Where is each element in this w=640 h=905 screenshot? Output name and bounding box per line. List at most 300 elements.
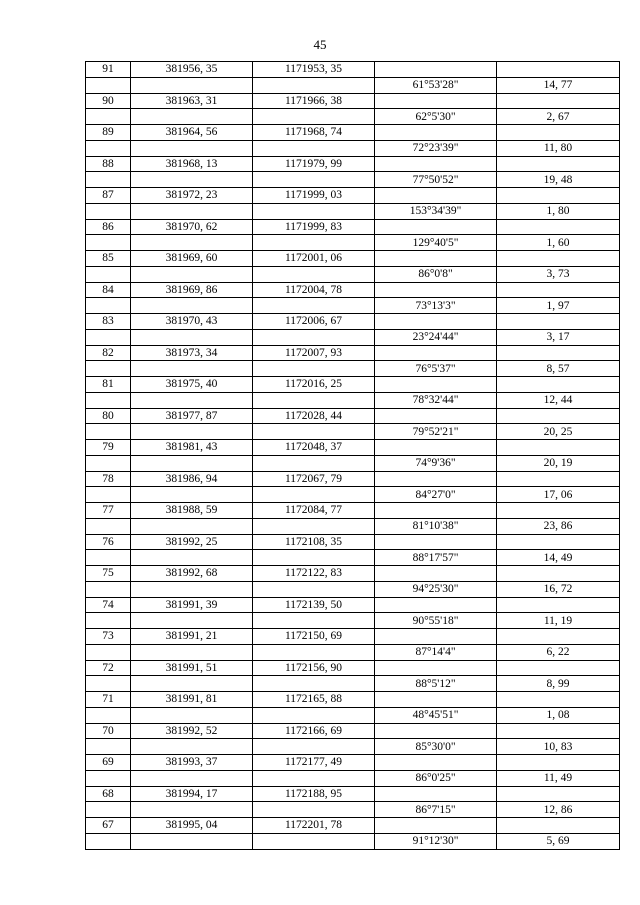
empty-cell [131,613,253,629]
point-row [86,723,620,739]
empty-cell [86,235,131,251]
segment-row [86,518,620,534]
x-coordinate-cell: 381991, 39 [131,597,253,613]
empty-cell [497,723,620,739]
point-row [86,566,620,582]
empty-cell [375,125,497,141]
segment-row [86,329,620,345]
empty-cell [253,77,375,93]
x-coordinate-cell: 381968, 13 [131,156,253,172]
empty-cell [375,566,497,582]
empty-cell [497,125,620,141]
direction-angle-cell: 77°50'52" [375,172,497,188]
x-coordinate-cell: 381992, 25 [131,534,253,550]
y-coordinate-cell: 1172016, 25 [253,377,375,393]
empty-cell [253,140,375,156]
x-coordinate-cell: 381986, 94 [131,471,253,487]
point-number-cell: 77 [86,503,131,519]
direction-angle-cell: 88°5'12" [375,676,497,692]
empty-cell [497,93,620,109]
point-number-cell: 89 [86,125,131,141]
empty-cell [497,786,620,802]
y-coordinate-cell: 1172007, 93 [253,345,375,361]
distance-cell: 20, 19 [497,455,620,471]
empty-cell [253,802,375,818]
direction-angle-cell: 79°52'21" [375,424,497,440]
empty-cell [86,329,131,345]
empty-cell [253,676,375,692]
x-coordinate-cell: 381964, 56 [131,125,253,141]
x-coordinate-cell: 381994, 17 [131,786,253,802]
segment-row [86,707,620,723]
distance-cell: 19, 48 [497,172,620,188]
point-number-cell: 81 [86,377,131,393]
empty-cell [131,802,253,818]
empty-cell [131,361,253,377]
empty-cell [253,644,375,660]
point-row [86,345,620,361]
empty-cell [86,644,131,660]
distance-cell: 8, 57 [497,361,620,377]
direction-angle-cell: 87°14'4" [375,644,497,660]
point-number-cell: 74 [86,597,131,613]
distance-cell: 1, 60 [497,235,620,251]
empty-cell [86,676,131,692]
point-row [86,755,620,771]
segment-row [86,455,620,471]
point-row [86,660,620,676]
empty-cell [253,770,375,786]
empty-cell [131,424,253,440]
direction-angle-cell: 88°17'57" [375,550,497,566]
x-coordinate-cell: 381977, 87 [131,408,253,424]
x-coordinate-cell: 381969, 86 [131,282,253,298]
distance-cell: 11, 19 [497,613,620,629]
distance-cell: 1, 97 [497,298,620,314]
segment-row [86,266,620,282]
empty-cell [253,172,375,188]
segment-row [86,550,620,566]
y-coordinate-cell: 1172067, 79 [253,471,375,487]
empty-cell [86,487,131,503]
empty-cell [497,534,620,550]
segment-row [86,802,620,818]
y-coordinate-cell: 1171966, 38 [253,93,375,109]
empty-cell [131,518,253,534]
point-number-cell: 73 [86,629,131,645]
empty-cell [131,676,253,692]
distance-cell: 3, 17 [497,329,620,345]
distance-cell: 2, 67 [497,109,620,125]
empty-cell [131,203,253,219]
direction-angle-cell: 78°32'44" [375,392,497,408]
y-coordinate-cell: 1172122, 83 [253,566,375,582]
point-row [86,503,620,519]
empty-cell [131,329,253,345]
direction-angle-cell: 86°0'8" [375,266,497,282]
empty-cell [86,550,131,566]
point-number-cell: 90 [86,93,131,109]
empty-cell [375,377,497,393]
x-coordinate-cell: 381991, 81 [131,692,253,708]
distance-cell: 14, 77 [497,77,620,93]
y-coordinate-cell: 1172006, 67 [253,314,375,330]
segment-row [86,298,620,314]
empty-cell [253,739,375,755]
direction-angle-cell: 86°7'15" [375,802,497,818]
distance-cell: 5, 69 [497,833,620,849]
empty-cell [86,770,131,786]
direction-angle-cell: 129°40'5" [375,235,497,251]
segment-row [86,203,620,219]
empty-cell [253,329,375,345]
empty-cell [375,503,497,519]
empty-cell [375,755,497,771]
empty-cell [86,833,131,849]
empty-cell [375,660,497,676]
empty-cell [253,203,375,219]
y-coordinate-cell: 1172139, 50 [253,597,375,613]
empty-cell [86,203,131,219]
empty-cell [497,471,620,487]
direction-angle-cell: 61°53'28" [375,77,497,93]
x-coordinate-cell: 381970, 62 [131,219,253,235]
y-coordinate-cell: 1172108, 35 [253,534,375,550]
empty-cell [131,644,253,660]
direction-angle-cell: 91°12'30" [375,833,497,849]
empty-cell [131,455,253,471]
direction-angle-cell: 73°13'3" [375,298,497,314]
y-coordinate-cell: 1172165, 88 [253,692,375,708]
empty-cell [375,440,497,456]
segment-row [86,739,620,755]
direction-angle-cell: 72°23'39" [375,140,497,156]
point-number-cell: 76 [86,534,131,550]
y-coordinate-cell: 1172201, 78 [253,818,375,834]
empty-cell [253,235,375,251]
distance-cell: 11, 49 [497,770,620,786]
empty-cell [497,282,620,298]
point-row [86,314,620,330]
direction-angle-cell: 86°0'25" [375,770,497,786]
distance-cell: 20, 25 [497,424,620,440]
point-number-cell: 78 [86,471,131,487]
direction-angle-cell: 90°55'18" [375,613,497,629]
empty-cell [497,755,620,771]
distance-cell: 3, 73 [497,266,620,282]
point-number-cell: 72 [86,660,131,676]
empty-cell [86,424,131,440]
x-coordinate-cell: 381969, 60 [131,251,253,267]
x-coordinate-cell: 381981, 43 [131,440,253,456]
empty-cell [86,581,131,597]
empty-cell [497,692,620,708]
y-coordinate-cell: 1171968, 74 [253,125,375,141]
empty-cell [131,707,253,723]
direction-angle-cell: 74°9'36" [375,455,497,471]
y-coordinate-cell: 1172028, 44 [253,408,375,424]
segment-row [86,613,620,629]
page-number: 45 [313,37,327,52]
x-coordinate-cell: 381988, 59 [131,503,253,519]
x-coordinate-cell: 381991, 51 [131,660,253,676]
empty-cell [497,503,620,519]
direction-angle-cell: 76°5'37" [375,361,497,377]
segment-row [86,109,620,125]
y-coordinate-cell: 1171953, 35 [253,62,375,78]
empty-cell [86,77,131,93]
point-number-cell: 85 [86,251,131,267]
x-coordinate-cell: 381970, 43 [131,314,253,330]
empty-cell [253,392,375,408]
point-row [86,251,620,267]
segment-row [86,833,620,849]
point-number-cell: 69 [86,755,131,771]
x-coordinate-cell: 381972, 23 [131,188,253,204]
empty-cell [86,455,131,471]
empty-cell [497,219,620,235]
empty-cell [497,440,620,456]
point-row [86,692,620,708]
empty-cell [497,377,620,393]
direction-angle-cell: 48°45'51" [375,707,497,723]
x-coordinate-cell: 381995, 04 [131,818,253,834]
point-number-cell: 71 [86,692,131,708]
segment-row [86,140,620,156]
segment-row [86,676,620,692]
empty-cell [253,581,375,597]
point-number-cell: 70 [86,723,131,739]
coordinates-table [85,61,620,850]
distance-cell: 12, 86 [497,802,620,818]
empty-cell [375,219,497,235]
distance-cell: 17, 06 [497,487,620,503]
empty-cell [375,282,497,298]
segment-row [86,770,620,786]
empty-cell [375,723,497,739]
empty-cell [253,613,375,629]
empty-cell [131,487,253,503]
x-coordinate-cell: 381973, 34 [131,345,253,361]
point-row [86,62,620,78]
empty-cell [375,251,497,267]
point-number-cell: 82 [86,345,131,361]
point-row [86,408,620,424]
direction-angle-cell: 85°30'0" [375,739,497,755]
empty-cell [497,251,620,267]
empty-cell [497,62,620,78]
empty-cell [375,818,497,834]
direction-angle-cell: 84°27'0" [375,487,497,503]
segment-row [86,392,620,408]
point-number-cell: 86 [86,219,131,235]
empty-cell [497,408,620,424]
point-number-cell: 79 [86,440,131,456]
empty-cell [253,266,375,282]
empty-cell [375,314,497,330]
empty-cell [253,455,375,471]
point-row [86,282,620,298]
x-coordinate-cell: 381956, 35 [131,62,253,78]
empty-cell [131,550,253,566]
empty-cell [131,77,253,93]
point-number-cell: 83 [86,314,131,330]
x-coordinate-cell: 381993, 37 [131,755,253,771]
segment-row [86,581,620,597]
empty-cell [375,408,497,424]
empty-cell [86,739,131,755]
distance-cell: 6, 22 [497,644,620,660]
point-number-cell: 68 [86,786,131,802]
empty-cell [86,613,131,629]
empty-cell [131,109,253,125]
empty-cell [375,471,497,487]
empty-cell [131,581,253,597]
x-coordinate-cell: 381992, 68 [131,566,253,582]
y-coordinate-cell: 1172156, 90 [253,660,375,676]
y-coordinate-cell: 1172177, 49 [253,755,375,771]
empty-cell [131,770,253,786]
empty-cell [497,597,620,613]
empty-cell [86,392,131,408]
empty-cell [497,156,620,172]
point-number-cell: 67 [86,818,131,834]
segment-row [86,77,620,93]
empty-cell [86,172,131,188]
segment-row [86,644,620,660]
y-coordinate-cell: 1171999, 83 [253,219,375,235]
empty-cell [497,566,620,582]
distance-cell: 16, 72 [497,581,620,597]
empty-cell [86,266,131,282]
y-coordinate-cell: 1172084, 77 [253,503,375,519]
empty-cell [375,156,497,172]
coordinates-table-body [86,62,620,850]
distance-cell: 10, 83 [497,739,620,755]
empty-cell [86,518,131,534]
x-coordinate-cell: 381992, 52 [131,723,253,739]
y-coordinate-cell: 1172004, 78 [253,282,375,298]
point-row [86,818,620,834]
empty-cell [497,345,620,361]
x-coordinate-cell: 381975, 40 [131,377,253,393]
empty-cell [253,424,375,440]
distance-cell: 1, 08 [497,707,620,723]
empty-cell [497,660,620,676]
direction-angle-cell: 81°10'38" [375,518,497,534]
segment-row [86,487,620,503]
direction-angle-cell: 62°5'30" [375,109,497,125]
empty-cell [253,298,375,314]
direction-angle-cell: 23°24'44" [375,329,497,345]
y-coordinate-cell: 1171999, 03 [253,188,375,204]
empty-cell [86,707,131,723]
point-number-cell: 80 [86,408,131,424]
point-row [86,597,620,613]
empty-cell [253,109,375,125]
distance-cell: 8, 99 [497,676,620,692]
empty-cell [131,392,253,408]
empty-cell [497,818,620,834]
empty-cell [86,802,131,818]
segment-row [86,424,620,440]
direction-angle-cell: 153°34'39" [375,203,497,219]
empty-cell [131,172,253,188]
empty-cell [131,140,253,156]
point-row [86,219,620,235]
empty-cell [253,518,375,534]
empty-cell [375,93,497,109]
segment-row [86,361,620,377]
segment-row [86,172,620,188]
point-row [86,93,620,109]
empty-cell [375,692,497,708]
y-coordinate-cell: 1172001, 06 [253,251,375,267]
empty-cell [86,298,131,314]
point-row [86,125,620,141]
empty-cell [253,550,375,566]
empty-cell [375,629,497,645]
empty-cell [253,487,375,503]
empty-cell [497,314,620,330]
distance-cell: 23, 86 [497,518,620,534]
point-row [86,377,620,393]
point-row [86,786,620,802]
empty-cell [253,707,375,723]
empty-cell [131,235,253,251]
empty-cell [86,361,131,377]
empty-cell [375,786,497,802]
point-row [86,188,620,204]
segment-row [86,235,620,251]
empty-cell [86,109,131,125]
empty-cell [375,345,497,361]
empty-cell [375,62,497,78]
y-coordinate-cell: 1172150, 69 [253,629,375,645]
y-coordinate-cell: 1172166, 69 [253,723,375,739]
y-coordinate-cell: 1172188, 95 [253,786,375,802]
empty-cell [131,266,253,282]
distance-cell: 14, 49 [497,550,620,566]
empty-cell [131,833,253,849]
empty-cell [253,833,375,849]
point-row [86,471,620,487]
y-coordinate-cell: 1171979, 99 [253,156,375,172]
x-coordinate-cell: 381991, 21 [131,629,253,645]
point-row [86,440,620,456]
point-row [86,629,620,645]
distance-cell: 1, 80 [497,203,620,219]
distance-cell: 12, 44 [497,392,620,408]
point-number-cell: 91 [86,62,131,78]
empty-cell [131,298,253,314]
empty-cell [131,739,253,755]
empty-cell [497,188,620,204]
x-coordinate-cell: 381963, 31 [131,93,253,109]
point-number-cell: 87 [86,188,131,204]
point-row [86,534,620,550]
y-coordinate-cell: 1172048, 37 [253,440,375,456]
point-row [86,156,620,172]
direction-angle-cell: 94°25'30" [375,581,497,597]
point-number-cell: 84 [86,282,131,298]
empty-cell [375,597,497,613]
empty-cell [253,361,375,377]
distance-cell: 11, 80 [497,140,620,156]
point-number-cell: 75 [86,566,131,582]
empty-cell [375,188,497,204]
empty-cell [497,629,620,645]
